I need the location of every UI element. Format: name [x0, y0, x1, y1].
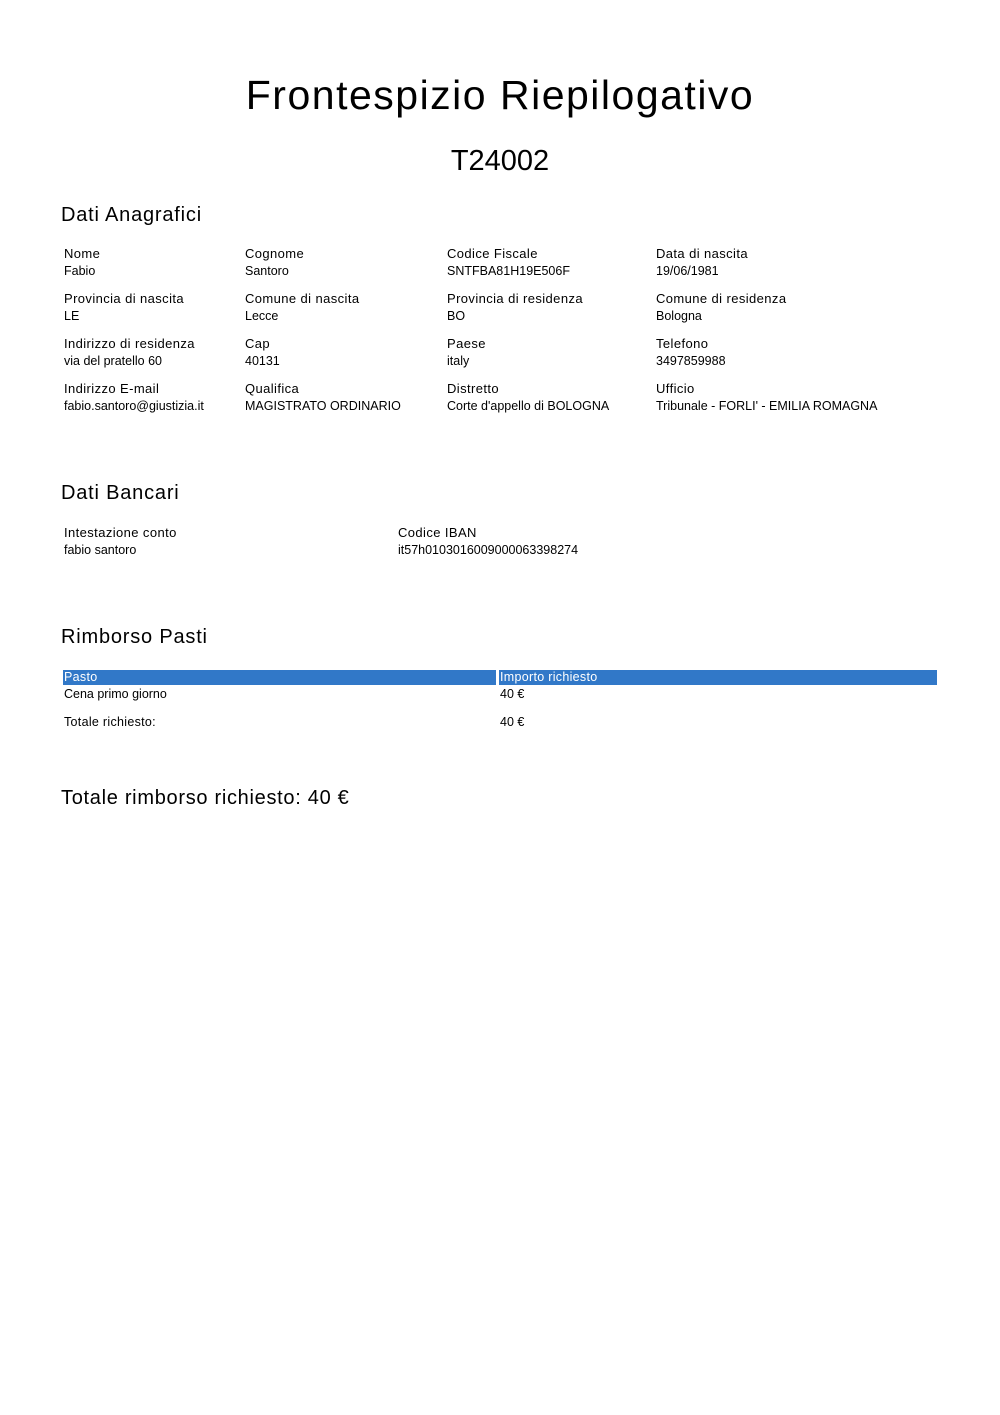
field-comune-residenza	[656, 291, 956, 324]
field-codice-iban	[398, 525, 798, 558]
document-code: T24002	[450, 145, 550, 177]
field-codice-fiscale	[447, 246, 687, 279]
field-label: Indirizzo di residenza	[64, 336, 195, 351]
field-label: Qualifica	[245, 381, 300, 396]
column-header-importo: Importo richiesto	[499, 670, 937, 685]
field-value: SNTFBA81H19E506F	[447, 264, 570, 278]
field-value: MAGISTRATO ORDINARIO	[245, 399, 401, 413]
field-data-nascita	[656, 246, 956, 279]
total-value: 40 €	[500, 715, 525, 729]
field-telefono	[656, 336, 956, 369]
field-label: Provincia di nascita	[64, 291, 184, 306]
field-value: Tribunale - FORLI' - EMILIA ROMAGNA	[656, 399, 878, 413]
field-value: LE	[64, 309, 80, 323]
column-header-pasto: Pasto	[63, 670, 496, 685]
field-value: Fabio	[64, 264, 96, 278]
field-value: 40131	[245, 354, 280, 368]
field-value: fabio santoro	[64, 543, 137, 557]
table-cell-importo: 40 €	[500, 687, 525, 701]
field-value: Santoro	[245, 264, 289, 278]
field-label: Codice Fiscale	[447, 246, 538, 261]
field-label: Data di nascita	[656, 246, 748, 261]
field-value: italy	[447, 354, 470, 368]
field-label: Provincia di residenza	[447, 291, 583, 306]
field-label: Indirizzo E-mail	[64, 381, 160, 396]
field-label: Comune di nascita	[245, 291, 360, 306]
field-label: Codice IBAN	[398, 525, 477, 540]
field-value: 19/06/1981	[656, 264, 719, 278]
field-value: BO	[447, 309, 466, 323]
field-label: Nome	[64, 246, 101, 261]
field-value: it57h0103016009000063398274	[398, 543, 579, 557]
table-cell-pasto: Cena primo giorno	[64, 687, 167, 701]
field-value: Bologna	[656, 309, 702, 323]
field-value: fabio.santoro@giustizia.it	[64, 399, 204, 413]
field-value: Corte d'appello di BOLOGNA	[447, 399, 610, 413]
section-title-anagrafica: Dati Anagrafici	[61, 204, 202, 226]
field-value: Lecce	[245, 309, 279, 323]
total-label: Totale richiesto:	[64, 715, 156, 729]
field-label: Cap	[245, 336, 271, 351]
section-title-bancari: Dati Bancari	[61, 482, 180, 504]
document-title: Frontespizio Riepilogativo	[245, 72, 755, 118]
field-value: 3497859988	[656, 354, 726, 368]
field-label: Cognome	[245, 246, 305, 261]
field-value: via del pratello 60	[64, 354, 162, 368]
field-label: Telefono	[656, 336, 709, 351]
field-intestazione-conto	[64, 525, 384, 558]
field-ufficio	[656, 381, 956, 414]
section-title-pasti: Rimborso Pasti	[61, 626, 208, 648]
field-paese	[447, 336, 687, 369]
field-label: Comune di residenza	[656, 291, 787, 306]
field-label: Ufficio	[656, 381, 695, 396]
field-label: Distretto	[447, 381, 500, 396]
field-label: Paese	[447, 336, 486, 351]
field-label: Intestazione conto	[64, 525, 177, 540]
field-provincia-residenza	[447, 291, 687, 324]
field-distretto	[447, 381, 687, 414]
grand-total: Totale rimborso richiesto: 40 €	[61, 787, 350, 809]
